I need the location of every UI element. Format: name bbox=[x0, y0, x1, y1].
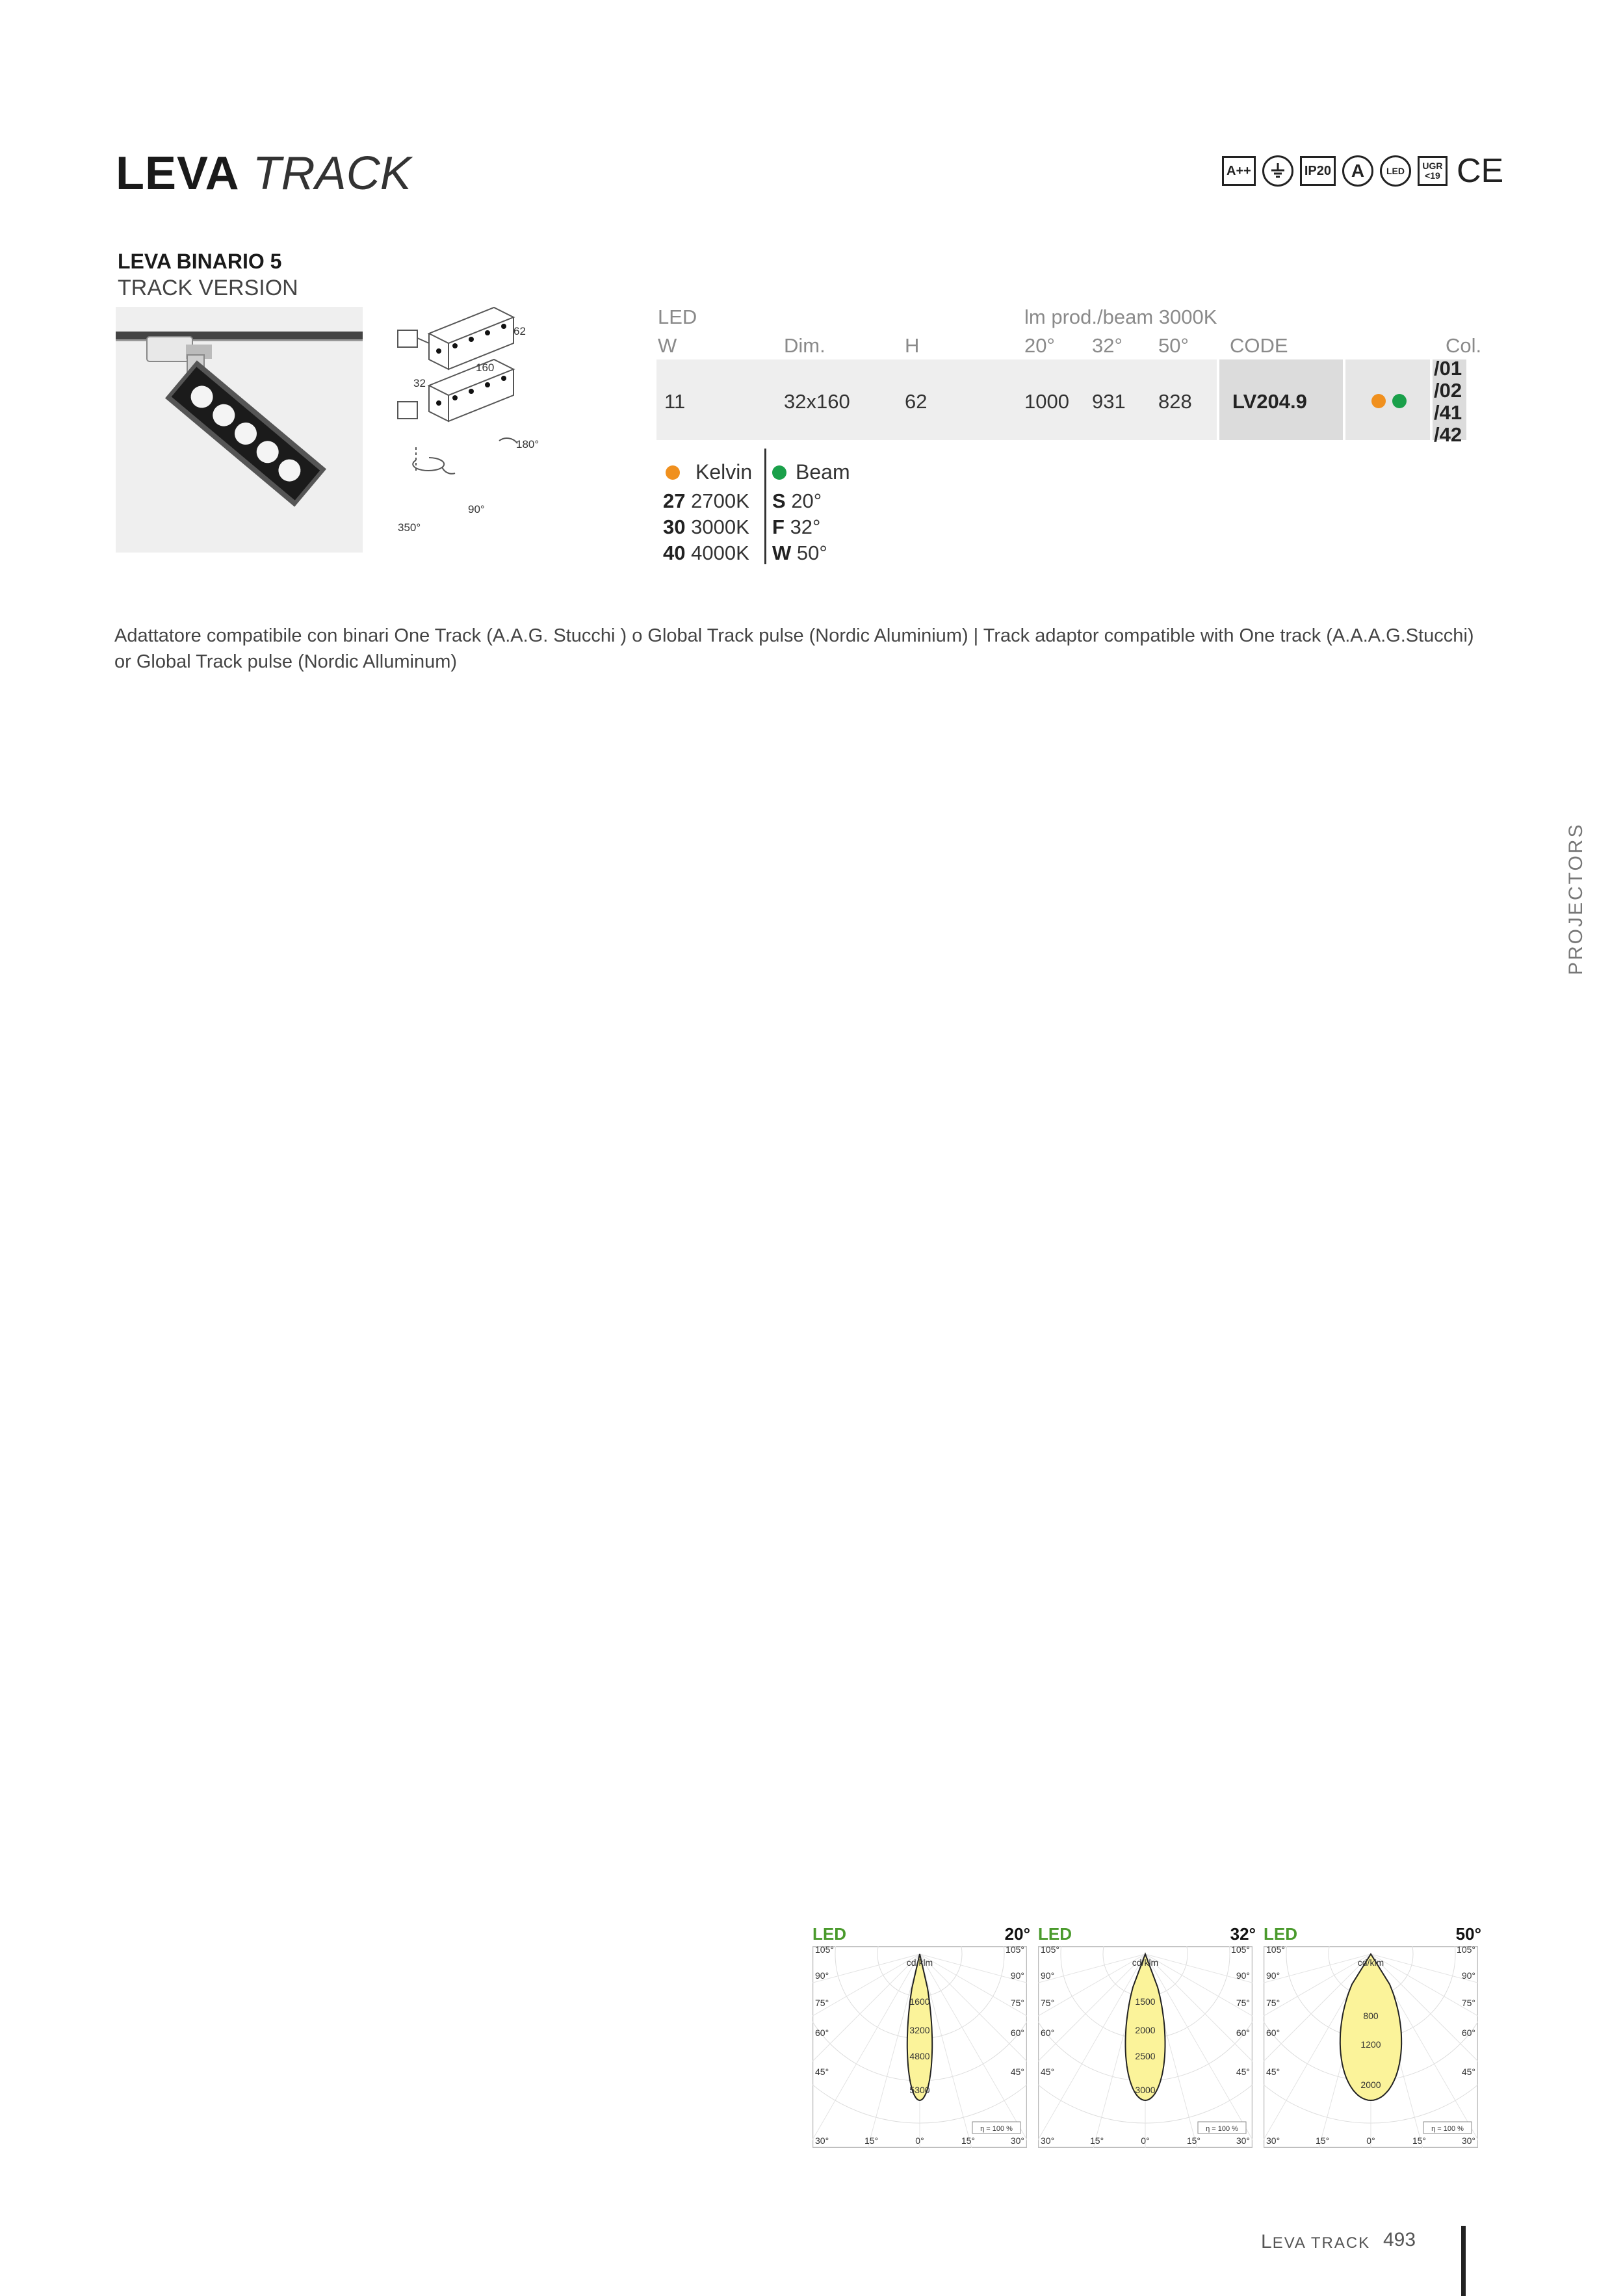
polar-chart bbox=[1038, 1924, 1256, 2148]
angle-label: 15° bbox=[1186, 2135, 1201, 2146]
rotation-90-label: 90° bbox=[468, 503, 485, 515]
product-photo bbox=[116, 307, 363, 553]
angle-label: 0° bbox=[915, 2135, 924, 2146]
angle-label: 75° bbox=[1461, 1998, 1475, 2008]
angle-label: 75° bbox=[1041, 1998, 1055, 2008]
angle-label: 90° bbox=[1461, 1970, 1475, 1981]
angle-label: 15° bbox=[1316, 2135, 1330, 2146]
polar-plot bbox=[812, 1946, 1027, 2148]
kelvin-title: Kelvin bbox=[695, 460, 753, 484]
header-50: 50° bbox=[1158, 334, 1189, 357]
kelvin-legend bbox=[663, 460, 753, 566]
cell-32: 931 bbox=[1092, 390, 1126, 413]
angle-label: 15° bbox=[1090, 2135, 1104, 2146]
title-italic: TRACK bbox=[252, 148, 411, 200]
list-item: W 50° bbox=[772, 541, 827, 564]
angle-label: 15° bbox=[864, 2135, 879, 2146]
angle-label: 105° bbox=[1266, 1946, 1285, 1955]
kelvin-legend-dot-icon bbox=[666, 465, 680, 480]
header-led: LED bbox=[658, 306, 697, 328]
ce-mark-icon: CE bbox=[1456, 152, 1504, 190]
angle-label: 60° bbox=[1236, 2028, 1250, 2038]
a-mark-icon: A bbox=[1342, 155, 1373, 187]
ip20-icon: IP20 bbox=[1300, 156, 1336, 186]
angle-label: 75° bbox=[815, 1998, 829, 2008]
page-title bbox=[116, 144, 411, 203]
header-code: CODE bbox=[1230, 334, 1288, 357]
beam-dot-icon bbox=[1392, 394, 1407, 408]
polar-plot bbox=[1264, 1946, 1478, 2148]
angle-label: 15° bbox=[961, 2135, 975, 2146]
beam-title: Beam bbox=[796, 460, 850, 484]
unit-label: cd/klm bbox=[1132, 1957, 1159, 1968]
ring-value-label: 2000 bbox=[1135, 2025, 1156, 2035]
table-row-background bbox=[656, 359, 1217, 440]
polar-plot bbox=[1038, 1946, 1253, 2148]
ring-value-label: 2000 bbox=[1360, 2080, 1381, 2090]
ground-icon bbox=[1262, 155, 1293, 187]
page-number: 493 bbox=[1383, 2229, 1416, 2250]
ring-value-label: 3000 bbox=[1135, 2085, 1156, 2095]
cell-20: 1000 bbox=[1024, 390, 1069, 413]
header-lm-prod: lm prod./beam 3000K bbox=[1024, 306, 1217, 328]
list-item: F 32° bbox=[772, 515, 821, 538]
angle-label: 90° bbox=[1041, 1970, 1055, 1981]
chart-beam-angle: 20° bbox=[1004, 1924, 1030, 1944]
angle-label: 75° bbox=[1266, 1998, 1280, 2008]
beam-legend-dot-icon bbox=[772, 465, 786, 480]
header-dim: Dim. bbox=[784, 334, 825, 357]
list-item: S 20° bbox=[772, 489, 822, 512]
ring-value-label: 4800 bbox=[909, 2051, 930, 2061]
angle-label: 30° bbox=[1461, 2135, 1475, 2146]
angle-label: 0° bbox=[1141, 2135, 1150, 2146]
ring-value-label: 5300 bbox=[909, 2085, 930, 2095]
energy-class-icon: A++ bbox=[1222, 156, 1256, 186]
angle-label: 105° bbox=[1006, 1946, 1024, 1955]
cell-options bbox=[1371, 394, 1407, 408]
kelvin-dot-icon bbox=[1371, 394, 1386, 408]
cell-h: 62 bbox=[905, 390, 928, 413]
efficiency-label: η = 100 % bbox=[980, 2125, 1013, 2133]
rotation-350-label: 350° bbox=[398, 521, 421, 534]
efficiency-label: η = 100 % bbox=[1431, 2125, 1464, 2133]
angle-label: 105° bbox=[1041, 1946, 1059, 1955]
cell-w: 11 bbox=[664, 390, 686, 413]
efficiency-label: η = 100 % bbox=[1206, 2125, 1238, 2133]
cell-dim: 32x160 bbox=[784, 390, 850, 413]
angle-label: 60° bbox=[815, 2028, 829, 2038]
unit-label: cd/klm bbox=[906, 1957, 933, 1968]
angle-label: 105° bbox=[1231, 1946, 1250, 1955]
cell-col-codes bbox=[1434, 358, 1462, 446]
title-bold: LEVA bbox=[116, 148, 240, 200]
angle-label: 30° bbox=[815, 2135, 829, 2146]
ugr-icon: UGR <19 bbox=[1418, 156, 1448, 186]
col-code: /41 bbox=[1434, 401, 1462, 424]
chart-beam-angle: 50° bbox=[1455, 1924, 1481, 1944]
angle-label: 30° bbox=[1041, 2135, 1055, 2146]
ring-value-label: 800 bbox=[1363, 2011, 1379, 2021]
list-item: 27 2700K bbox=[663, 489, 749, 512]
list-item: 40 4000K bbox=[663, 541, 749, 564]
angle-label: 60° bbox=[1041, 2028, 1055, 2038]
angle-label: 30° bbox=[1266, 2135, 1280, 2146]
legend-divider bbox=[764, 449, 766, 564]
header-h: H bbox=[905, 334, 920, 357]
beam-legend bbox=[772, 460, 850, 566]
unit-label: cd/klm bbox=[1357, 1957, 1384, 1968]
ring-value-label: 1600 bbox=[909, 1996, 930, 2007]
polar-chart bbox=[812, 1924, 1030, 2148]
cell-50: 828 bbox=[1158, 390, 1192, 413]
list-item: 30 3000K bbox=[663, 515, 749, 538]
col-code: /01 bbox=[1434, 357, 1462, 380]
angle-label: 45° bbox=[1266, 2067, 1280, 2077]
product-name: LEVA BINARIO 5 bbox=[118, 250, 282, 273]
header-32: 32° bbox=[1092, 334, 1123, 357]
chart-title: LED bbox=[812, 1924, 846, 1944]
angle-label: 105° bbox=[815, 1946, 834, 1955]
angle-label: 75° bbox=[1236, 1998, 1250, 2008]
angle-label: 90° bbox=[1010, 1970, 1024, 1981]
ring-value-label: 1200 bbox=[1360, 2039, 1381, 2050]
angle-label: 105° bbox=[1457, 1946, 1475, 1955]
chart-beam-angle: 32° bbox=[1230, 1924, 1256, 1944]
header-col: Col. bbox=[1446, 334, 1482, 357]
angle-label: 75° bbox=[1010, 1998, 1024, 2008]
footer-product-name: LEVA TRACK bbox=[1261, 2231, 1371, 2252]
section-side-label: PROJECTORS bbox=[1565, 822, 1587, 975]
angle-label: 90° bbox=[1266, 1970, 1280, 1981]
col-code: /42 bbox=[1434, 423, 1462, 446]
angle-label: 60° bbox=[1461, 2028, 1475, 2038]
chart-title: LED bbox=[1038, 1924, 1072, 1944]
dim-height-label: 62 bbox=[513, 325, 526, 337]
header-w: W bbox=[658, 334, 677, 357]
angle-label: 30° bbox=[1236, 2135, 1250, 2146]
polar-chart bbox=[1264, 1924, 1481, 2148]
angle-label: 90° bbox=[815, 1970, 829, 1981]
angle-label: 60° bbox=[1010, 2028, 1024, 2038]
angle-label: 60° bbox=[1266, 2028, 1280, 2038]
angle-label: 45° bbox=[1010, 2067, 1024, 2077]
led-icon: LED bbox=[1380, 155, 1411, 187]
angle-label: 90° bbox=[1236, 1970, 1250, 1981]
rotation-180-label: 180° bbox=[516, 438, 539, 450]
ring-value-label: 1500 bbox=[1135, 1996, 1156, 2007]
col-code: /02 bbox=[1434, 379, 1462, 402]
angle-label: 45° bbox=[815, 2067, 829, 2077]
angle-label: 45° bbox=[1461, 2067, 1475, 2077]
angle-label: 45° bbox=[1041, 2067, 1055, 2077]
angle-label: 0° bbox=[1366, 2135, 1375, 2146]
footer-bar bbox=[1461, 2226, 1466, 2296]
dim-width-label: 32 bbox=[413, 377, 426, 389]
product-description: Adattatore compatibile con binari One Track (A.A.G. Stucchi ) o Global Track pulse (Nordic Aluminium) | Track adaptor compatible with One track (A.A.A.G.Stucchi) or Global Track pulse (Nordic Alluminum) bbox=[114, 625, 1474, 672]
product-version: TRACK VERSION bbox=[118, 276, 298, 300]
certification-icons bbox=[1222, 153, 1506, 189]
angle-label: 45° bbox=[1236, 2067, 1250, 2077]
ring-value-label: 3200 bbox=[909, 2025, 930, 2035]
dim-length-label: 160 bbox=[476, 361, 495, 374]
angle-label: 30° bbox=[1010, 2135, 1024, 2146]
ring-value-label: 2500 bbox=[1135, 2051, 1156, 2061]
cell-code: LV204.9 bbox=[1232, 390, 1307, 413]
technical-drawing bbox=[390, 304, 546, 545]
header-20: 20° bbox=[1024, 334, 1055, 357]
chart-title: LED bbox=[1264, 1924, 1297, 1944]
angle-label: 15° bbox=[1412, 2135, 1426, 2146]
